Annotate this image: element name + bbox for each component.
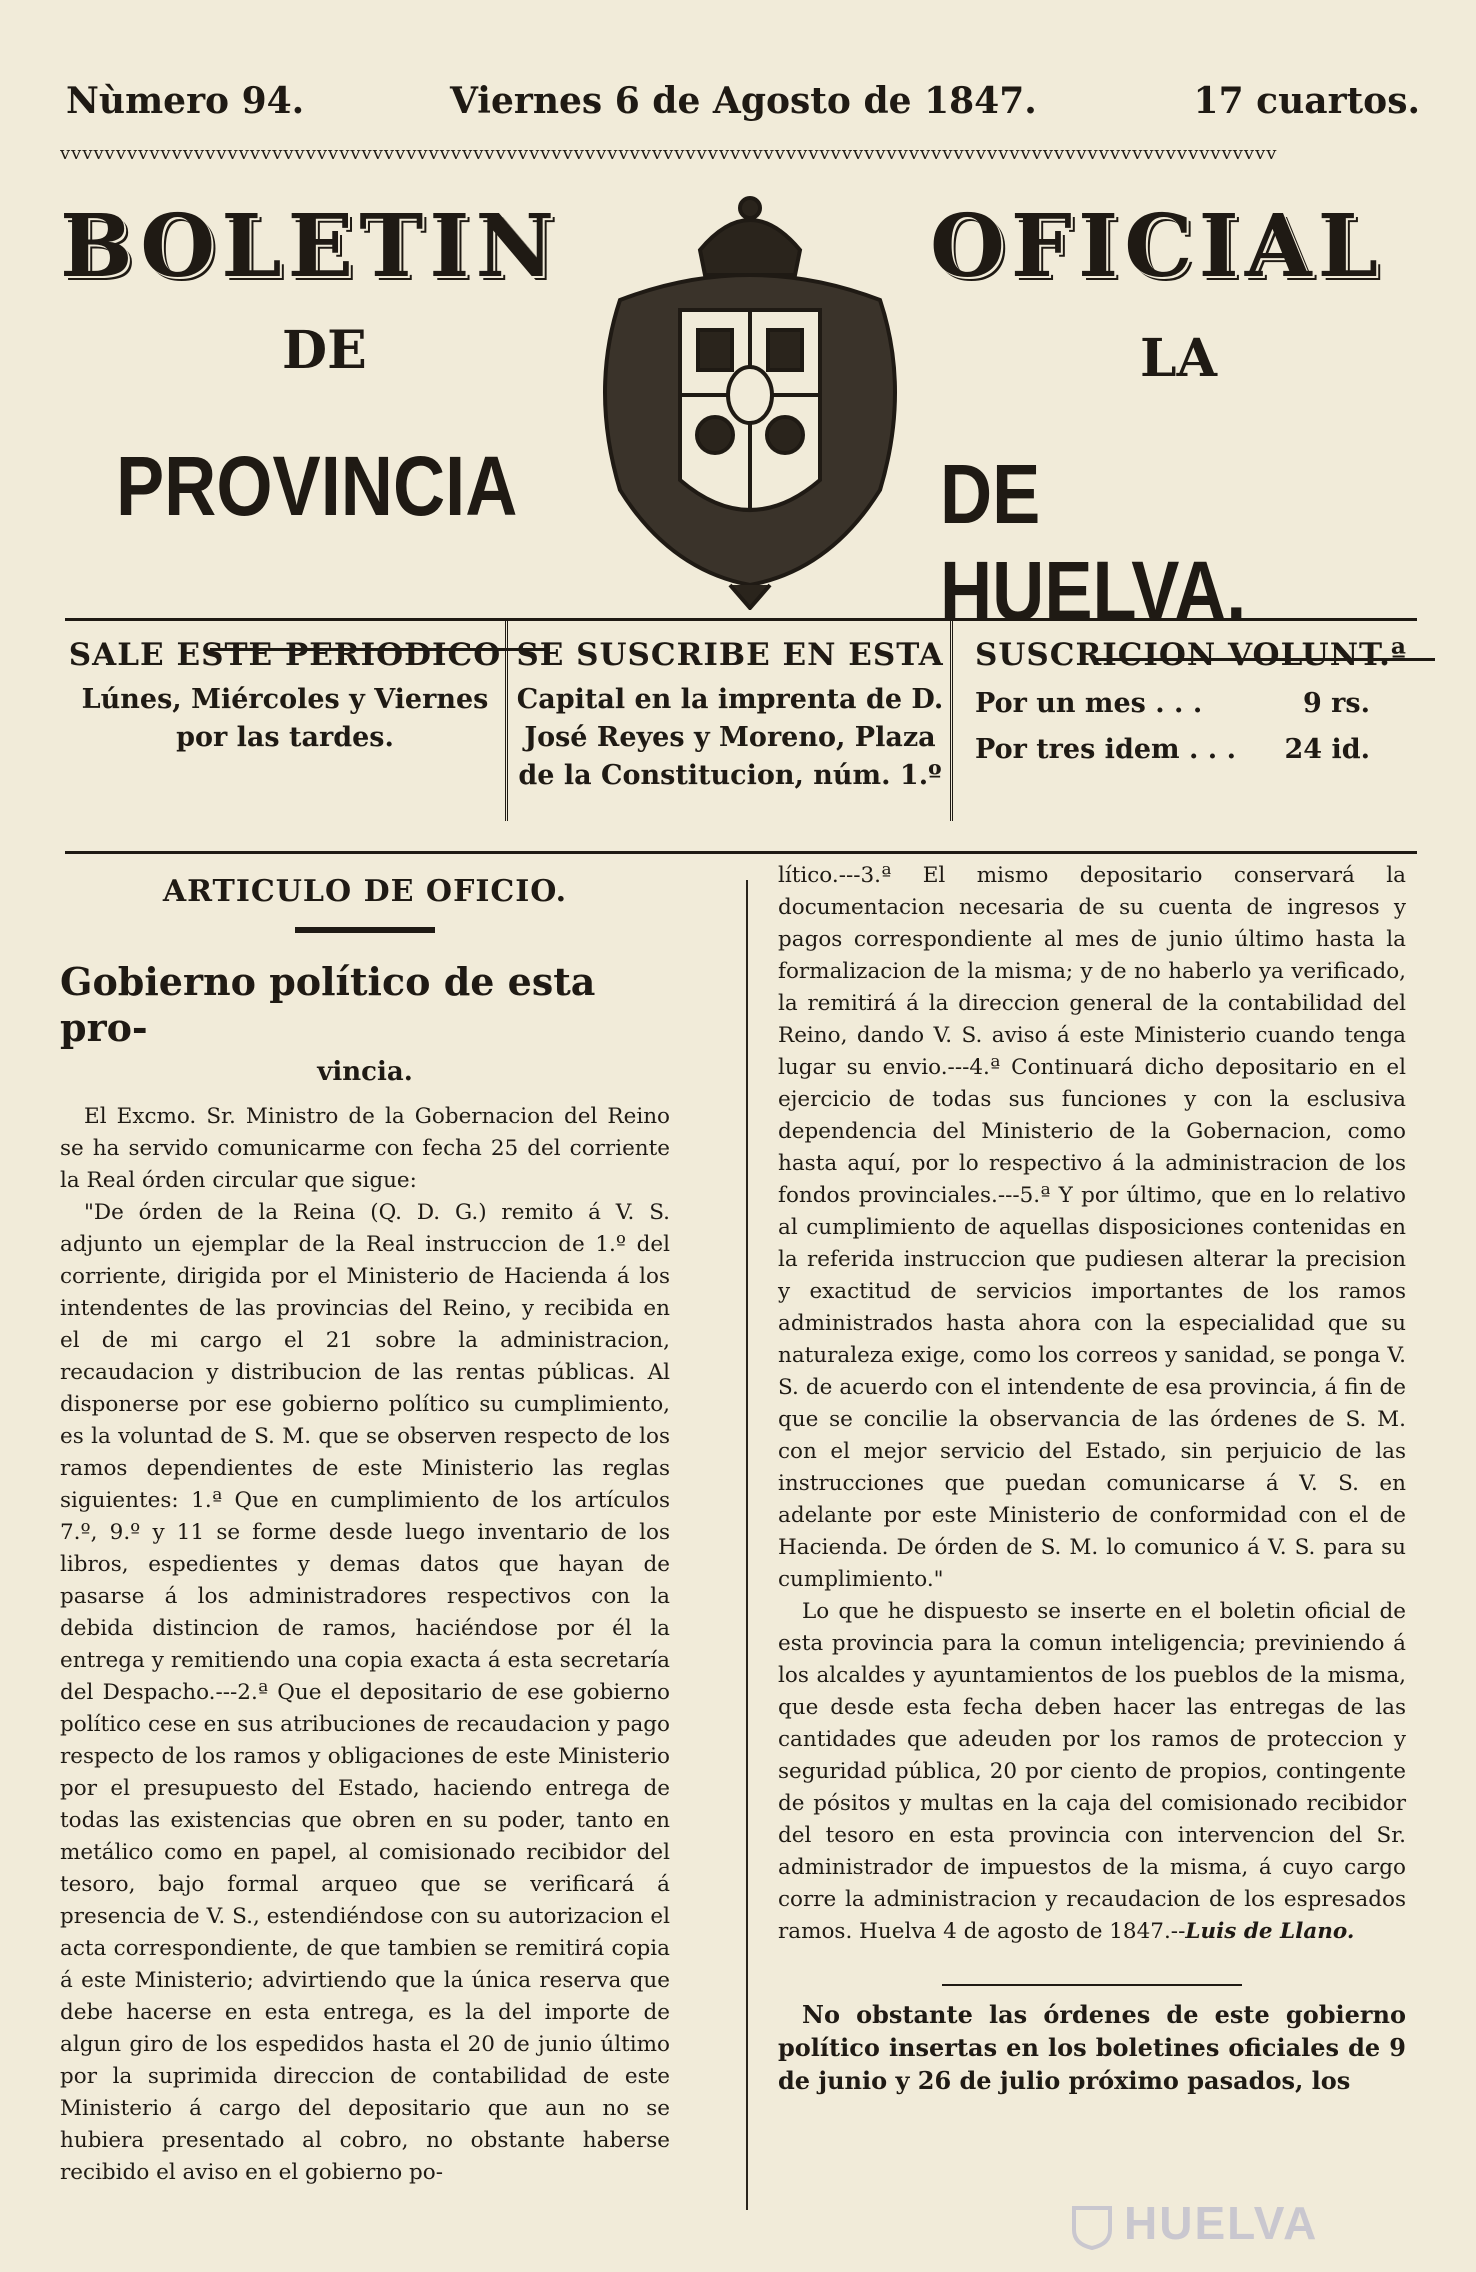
newspaper-page: [60, 70, 1420, 2220]
masthead-boletin: BOLETIN: [60, 196, 561, 297]
issue-price: 17 cuartos.: [1193, 80, 1420, 122]
section-rule: [295, 927, 435, 933]
paragraph-notice: No obstante las órdenes de este gobierno político insertas en los boletines oficiales de 9 de junio y 26 de julio próximo pasados, los: [778, 2000, 1406, 2095]
paragraph-royal-order: "De órden de la Reina (Q. D. G.) remito á V. S. adjunto un ejemplar de la Real instruccion de 1.º del corriente, dirigida por el Ministerio de Hacienda á los intendentes de las provincias del Reino, y recibida en el de mi cargo el 21 sobre la administracion, recaudacion y distribucion de las rentas públicas. Al disponerse por ese gobierno político su cumplimiento, es la voluntad de S. M. que se observen respecto de los ramos dependientes de este Ministerio las reglas siguientes: 1.ª Que en cumplimiento de los artículos 7.º, 9.º y 11 se forme desde luego inventario de los libros, espedientes y demas datos que hayan de pasarse á los administradores respectivos con la debida distincion de ramos, haciéndose por él la entrega y remitiendo una copia exacta á esta secretaría del Despacho.---2.ª Que el depositario de ese gobierno político cese en sus atribuciones de recaudacion y pago respecto de los ramos y obligaciones de este Ministerio por el presupuesto del Estado, haciendo entrega de todas las existencias que obren en su poder, tanto en metálico como en papel, al comisionado recibidor del tesoro, bajo formal arqueo que se verificará á presencia de V. S., estendiéndose con su autorizacion el acta correspondiente, de que tambien se remitirá copia á este Ministerio; advirtiendo que la única reserva que debe hacerse en esta entrega, es la del importe de algun giro de los espedidos hasta el 20 de junio último por la suprimida direccion de contabilidad de este Ministerio á cargo del depositario que aun no se hubiera presentado al cobro, no obstante haberse recibido el aviso en el gobierno po-: [60, 1200, 670, 2185]
subscription-price-title: SUSCRICION VOLUNT.ª: [975, 637, 1407, 673]
masthead-de: DE: [282, 320, 367, 381]
article-body: [60, 860, 1420, 2220]
watermark: [1070, 2196, 1318, 2250]
publication-days-text: Lúnes, Miércoles y Viernes por las tardes.: [81, 684, 489, 753]
issue-line: [60, 70, 1420, 140]
masthead-la: LA: [1140, 328, 1217, 389]
column-divider: [746, 880, 748, 2210]
article-heading: Gobierno político de esta pro-: [60, 959, 596, 1050]
article-separator: [942, 1984, 1242, 1986]
subscription-place-title: SE SUSCRIBE EN ESTA: [516, 637, 944, 673]
signature: Luis de Llano.: [1185, 1919, 1355, 1944]
royal-coat-of-arms-icon: [580, 190, 920, 610]
ornamental-border: vvvvvvvvvvvvvvvvvvvvvvvvvvvvvvvvvvvvvvvvvvvvvvvvvvvvvvvvvvvvvvvvvvvvvvvvvvvvvvvvvvvvvvvvvvvvvvvvvvvvvvvvvvvvv: [60, 144, 1278, 164]
paragraph-rules-cont: lítico.---3.ª El mismo depositario conservará la documentacion necesaria de su cuenta de ingresos y pagos correspondiente al mes de junio último hasta la formalizacion de la misma; y de no haberlo ya verificado, la remitirá á la direccion general de la contabilidad del Reino, dando V. S. aviso á este Ministerio cuando tenga lugar su envio.---4.ª Continuará dicho depositario en el ejercicio de todas sus funciones y con la esclusiva dependencia del Ministerio de la Gobernacion, como hasta aquí, por lo respectivo á la administracion de los fondos provinciales.---5.ª Y por último, que en lo relativo al cumplimiento de aquellas disposiciones contenidas en la referida instruccion que pudiesen alterar la precision y exactitud de servicios importantes de los ramos administrados hasta ahora con la especialidad que su naturaleza exige, como los correos y sanidad, se ponga V. S. de acuerdo con el intendente de esa provincia, á fin de que se concilie la observancia de las órdenes de S. M. con el mejor servicio del Estado, sin perjuicio de las instrucciones que puedan comunicarse á V. S. en adelante por este Ministerio de conformidad con el de Hacienda. De órden de S. M. lo comunico á V. S. para su cumplimiento.": [778, 863, 1406, 1592]
archive-shield-icon: [1070, 2204, 1114, 2250]
publication-days-title: SALE ESTE PERIODICO: [68, 637, 502, 673]
column-left: [60, 860, 670, 2189]
subscription-info: [65, 618, 1417, 854]
paragraph-provisions: Lo que he dispuesto se inserte en el boletin oficial de esta provincia para la comun inteligencia; previniendo á los alcaldes y ayuntamientos de los pueblos de la misma, que desde esta fecha deben hacer las entregas de las cantidades que adeuden por los ramos de proteccion y seguridad pública, 20 por ciento de propios, contingente de pósitos y multas en la caja del comisionado recibidor del tesoro en esta provincia con intervencion del Sr. administrador de impuestos de la misma, á cuyo cargo corre la administracion y recaudacion de los espresados ramos. Huelva 4 de agosto de 1847.--Luis de Llano.: [778, 1599, 1406, 1944]
column-right: [778, 860, 1406, 2097]
price-row-month: Por un mes . . . 9 rs.: [975, 688, 1370, 719]
masthead-oficial: OFICIAL: [930, 196, 1385, 297]
subscription-place-text: Capital en la imprenta de D. José Reyes y Moreno, Plaza de la Constitucion, núm. 1.º: [516, 684, 944, 791]
watermark-text: HUELVA: [1124, 2197, 1319, 2249]
article-heading-cont: vincia.: [317, 1057, 413, 1087]
masthead-huelva: DE HUELVA.: [940, 447, 1247, 638]
section-title: ARTICULO DE OFICIO.: [162, 874, 568, 909]
issue-date: Viernes 6 de Agosto de 1847.: [450, 80, 1037, 122]
masthead: [60, 170, 1420, 670]
subscription-place-box: [510, 621, 953, 821]
paragraph-intro: El Excmo. Sr. Ministro de la Gobernacion del Reino se ha servido comunicarme con fecha 25 del corriente la Real órden circular que sigue:: [60, 1104, 670, 1193]
masthead-provincia: PROVINCIA: [116, 439, 518, 533]
publication-days-box: [65, 621, 508, 821]
price-row-three-months: Por tres idem . . . 24 id.: [975, 734, 1370, 765]
issue-number: Nùmero 94.: [66, 80, 305, 122]
subscription-price-box: [955, 621, 1410, 821]
